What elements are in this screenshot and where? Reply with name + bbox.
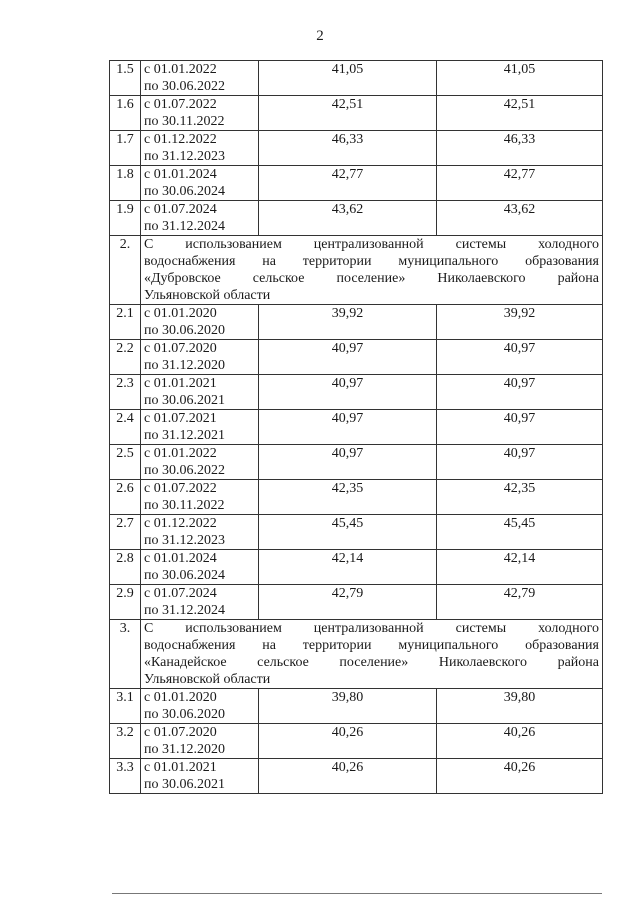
row-number: 2.3 <box>110 375 141 410</box>
period-cell <box>141 96 259 131</box>
table-row <box>110 305 603 340</box>
row-number: 2. <box>110 236 141 305</box>
period-cell <box>141 305 259 340</box>
tariff-value-vat-cell: 42,35 <box>437 480 603 515</box>
row-number: 2.9 <box>110 585 141 620</box>
tariff-value-vat-cell: 40,97 <box>437 340 603 375</box>
table-row <box>110 410 603 445</box>
period-cell <box>141 515 259 550</box>
period-to: по 31.12.2023 <box>144 533 225 548</box>
period-to: по 30.06.2022 <box>144 463 225 478</box>
period-from: с 01.01.2022 <box>144 62 217 77</box>
period-from: с 01.01.2020 <box>144 690 217 705</box>
table-row <box>110 96 603 131</box>
period-to: по 30.06.2021 <box>144 777 225 792</box>
row-number: 2.6 <box>110 480 141 515</box>
tariff-value-cell: 43,62 <box>259 201 437 236</box>
period-to: по 31.12.2023 <box>144 149 225 164</box>
period-from: с 01.12.2022 <box>144 132 217 147</box>
period-from: с 01.01.2024 <box>144 551 217 566</box>
table-row <box>110 131 603 166</box>
tariff-value-vat-cell: 42,79 <box>437 585 603 620</box>
table-row <box>110 759 603 794</box>
table-row <box>110 550 603 585</box>
period-cell <box>141 689 259 724</box>
row-number: 3.2 <box>110 724 141 759</box>
tariff-value-cell: 40,26 <box>259 759 437 794</box>
tariff-value-vat-cell: 43,62 <box>437 201 603 236</box>
tariff-value-cell: 40,26 <box>259 724 437 759</box>
section-description-line: «Дубровское сельское поселение» Николаевского района <box>144 271 599 286</box>
tariff-value-cell: 40,97 <box>259 375 437 410</box>
period-from: с 01.01.2024 <box>144 167 217 182</box>
row-number: 1.9 <box>110 201 141 236</box>
tariff-value-cell: 42,77 <box>259 166 437 201</box>
tariff-value-cell: 42,14 <box>259 550 437 585</box>
tariff-value-cell: 42,35 <box>259 480 437 515</box>
tariff-value-vat-cell: 40,97 <box>437 375 603 410</box>
tariff-value-vat-cell: 42,77 <box>437 166 603 201</box>
tariff-table <box>109 60 603 794</box>
row-number: 2.5 <box>110 445 141 480</box>
row-number: 2.7 <box>110 515 141 550</box>
period-cell <box>141 550 259 585</box>
tariff-value-vat-cell: 40,26 <box>437 759 603 794</box>
period-from: с 01.01.2021 <box>144 760 217 775</box>
period-cell <box>141 410 259 445</box>
tariff-value-cell: 41,05 <box>259 61 437 96</box>
row-number: 1.8 <box>110 166 141 201</box>
period-to: по 31.12.2024 <box>144 603 225 618</box>
period-from: с 01.01.2022 <box>144 446 217 461</box>
period-cell <box>141 131 259 166</box>
tariff-value-cell: 46,33 <box>259 131 437 166</box>
row-number: 2.1 <box>110 305 141 340</box>
period-to: по 31.12.2024 <box>144 219 225 234</box>
table-row <box>110 201 603 236</box>
row-number: 2.2 <box>110 340 141 375</box>
section-description-line: «Канадейское сельское поселение» Николаевского района <box>144 655 599 670</box>
period-from: с 01.07.2022 <box>144 97 217 112</box>
tariff-value-vat-cell: 46,33 <box>437 131 603 166</box>
period-to: по 31.12.2020 <box>144 742 225 757</box>
tariff-value-vat-cell: 40,26 <box>437 724 603 759</box>
tariff-value-vat-cell: 45,45 <box>437 515 603 550</box>
tariff-value-vat-cell: 39,80 <box>437 689 603 724</box>
row-number: 2.4 <box>110 410 141 445</box>
section-header-row <box>110 620 603 689</box>
period-from: с 01.07.2020 <box>144 341 217 356</box>
table-row <box>110 340 603 375</box>
section-description-line: Ульяновской области <box>144 288 271 303</box>
period-from: с 01.07.2020 <box>144 725 217 740</box>
period-from: с 01.01.2020 <box>144 306 217 321</box>
table-row <box>110 445 603 480</box>
period-cell <box>141 340 259 375</box>
section-description-line: водоснабжения на территории муниципального образования <box>144 254 599 269</box>
row-number: 3.1 <box>110 689 141 724</box>
section-description <box>141 236 603 305</box>
tariff-value-cell: 40,97 <box>259 410 437 445</box>
row-number: 1.7 <box>110 131 141 166</box>
period-from: с 01.12.2022 <box>144 516 217 531</box>
period-cell <box>141 480 259 515</box>
tariff-value-vat-cell: 40,97 <box>437 410 603 445</box>
period-to: по 30.06.2021 <box>144 393 225 408</box>
tariff-value-vat-cell: 41,05 <box>437 61 603 96</box>
page-number: 2 <box>316 28 324 44</box>
tariff-value-cell: 40,97 <box>259 445 437 480</box>
period-from: с 01.07.2024 <box>144 586 217 601</box>
table-row <box>110 375 603 410</box>
period-from: с 01.07.2022 <box>144 481 217 496</box>
period-cell <box>141 375 259 410</box>
tariff-value-cell: 42,79 <box>259 585 437 620</box>
tariff-value-vat-cell: 42,14 <box>437 550 603 585</box>
period-to: по 30.06.2020 <box>144 707 225 722</box>
table-row <box>110 515 603 550</box>
period-to: по 30.06.2022 <box>144 79 225 94</box>
tariff-value-vat-cell: 39,92 <box>437 305 603 340</box>
period-to: по 30.06.2024 <box>144 568 225 583</box>
row-number: 3.3 <box>110 759 141 794</box>
row-number: 1.6 <box>110 96 141 131</box>
period-to: по 30.06.2020 <box>144 323 225 338</box>
tariff-value-cell: 40,97 <box>259 340 437 375</box>
table-row <box>110 585 603 620</box>
tariff-value-vat-cell: 42,51 <box>437 96 603 131</box>
period-cell <box>141 166 259 201</box>
period-cell <box>141 61 259 96</box>
row-number: 2.8 <box>110 550 141 585</box>
table-row <box>110 61 603 96</box>
tariff-value-cell: 39,92 <box>259 305 437 340</box>
tariff-value-cell: 42,51 <box>259 96 437 131</box>
table-row <box>110 166 603 201</box>
tariff-value-cell: 45,45 <box>259 515 437 550</box>
period-to: по 31.12.2021 <box>144 428 225 443</box>
period-to: по 30.11.2022 <box>144 114 225 129</box>
tariff-value-vat-cell: 40,97 <box>437 445 603 480</box>
section-description-line: С использованием централизованной системы холодного <box>144 621 599 636</box>
table-row <box>110 689 603 724</box>
period-to: по 30.11.2022 <box>144 498 225 513</box>
section-header-row <box>110 236 603 305</box>
period-from: с 01.01.2021 <box>144 376 217 391</box>
period-cell <box>141 585 259 620</box>
tariff-table-body <box>110 61 603 794</box>
section-description <box>141 620 603 689</box>
section-description-line: водоснабжения на территории муниципального образования <box>144 638 599 653</box>
period-to: по 31.12.2020 <box>144 358 225 373</box>
table-row <box>110 724 603 759</box>
footer-divider <box>112 893 602 894</box>
period-cell <box>141 445 259 480</box>
row-number: 1.5 <box>110 61 141 96</box>
period-from: с 01.07.2024 <box>144 202 217 217</box>
tariff-value-cell: 39,80 <box>259 689 437 724</box>
period-cell <box>141 724 259 759</box>
period-cell <box>141 759 259 794</box>
period-cell <box>141 201 259 236</box>
section-description-line: Ульяновской области <box>144 672 271 687</box>
section-description-line: С использованием централизованной системы холодного <box>144 237 599 252</box>
table-row <box>110 480 603 515</box>
row-number: 3. <box>110 620 141 689</box>
period-to: по 30.06.2024 <box>144 184 225 199</box>
period-from: с 01.07.2021 <box>144 411 217 426</box>
